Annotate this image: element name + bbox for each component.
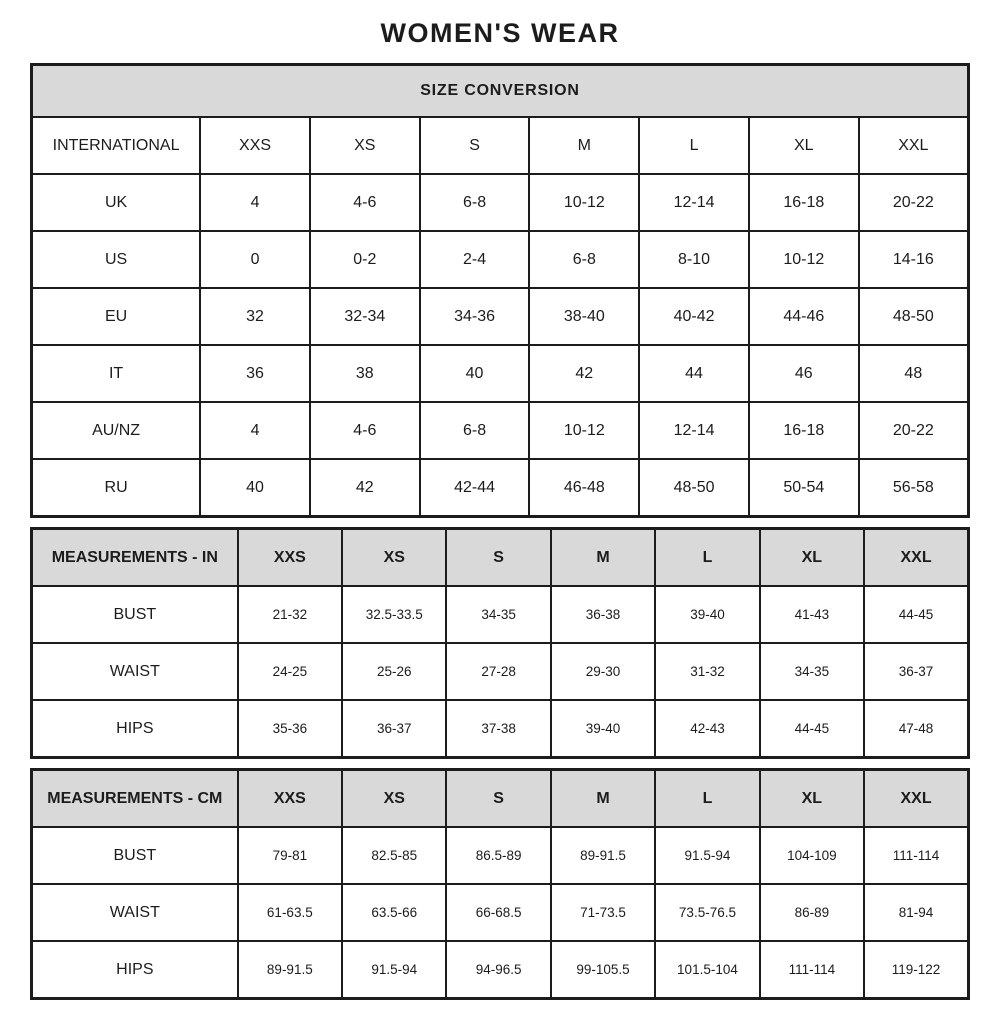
value-cell: 44-45 bbox=[760, 700, 864, 758]
value-cell: 32 bbox=[200, 288, 310, 345]
size-column-header-cell: XL bbox=[749, 117, 859, 174]
value-cell: 14-16 bbox=[859, 231, 969, 288]
row-label-cell: US bbox=[32, 231, 201, 288]
value-cell: 73.5-76.5 bbox=[655, 884, 759, 941]
size-column-header-cell: M bbox=[551, 529, 655, 587]
value-cell: 71-73.5 bbox=[551, 884, 655, 941]
value-cell: 89-91.5 bbox=[551, 827, 655, 884]
size-column-header-cell: XXL bbox=[859, 117, 969, 174]
size-column-header-cell: S bbox=[446, 529, 550, 587]
value-cell: 2-4 bbox=[420, 231, 530, 288]
value-cell: 119-122 bbox=[864, 941, 968, 999]
value-cell: 40-42 bbox=[639, 288, 749, 345]
row-label-cell: EU bbox=[32, 288, 201, 345]
row-label-cell: HIPS bbox=[32, 941, 238, 999]
row-label-cell: WAIST bbox=[32, 643, 238, 700]
value-cell: 6-8 bbox=[420, 174, 530, 231]
value-cell: 40 bbox=[200, 459, 310, 517]
size-column-header-cell: L bbox=[639, 117, 749, 174]
measurements-in-table bbox=[30, 527, 970, 759]
table-row bbox=[32, 459, 969, 517]
value-cell: 61-63.5 bbox=[238, 884, 342, 941]
value-cell: 36-37 bbox=[864, 643, 968, 700]
row-label-cell: WAIST bbox=[32, 884, 238, 941]
value-cell: 34-36 bbox=[420, 288, 530, 345]
value-cell: 111-114 bbox=[864, 827, 968, 884]
value-cell: 0-2 bbox=[310, 231, 420, 288]
value-cell: 6-8 bbox=[529, 231, 639, 288]
size-column-header-cell: S bbox=[420, 117, 530, 174]
value-cell: 20-22 bbox=[859, 402, 969, 459]
size-column-header-cell: XXS bbox=[238, 529, 342, 587]
table-banner-row bbox=[32, 65, 969, 118]
size-column-header-cell: XXS bbox=[200, 117, 310, 174]
size-column-header-cell: XS bbox=[342, 770, 446, 828]
table-row bbox=[32, 174, 969, 231]
value-cell: 29-30 bbox=[551, 643, 655, 700]
table-row bbox=[32, 586, 969, 643]
value-cell: 44 bbox=[639, 345, 749, 402]
value-cell: 66-68.5 bbox=[446, 884, 550, 941]
table-row bbox=[32, 884, 969, 941]
value-cell: 36-38 bbox=[551, 586, 655, 643]
row-label-cell: UK bbox=[32, 174, 201, 231]
size-column-header-cell: XS bbox=[310, 117, 420, 174]
value-cell: 56-58 bbox=[859, 459, 969, 517]
row-header-title-cell: MEASUREMENTS - IN bbox=[32, 529, 238, 587]
value-cell: 91.5-94 bbox=[655, 827, 759, 884]
value-cell: 8-10 bbox=[639, 231, 749, 288]
value-cell: 0 bbox=[200, 231, 310, 288]
value-cell: 86.5-89 bbox=[446, 827, 550, 884]
value-cell: 42-44 bbox=[420, 459, 530, 517]
value-cell: 81-94 bbox=[864, 884, 968, 941]
value-cell: 38-40 bbox=[529, 288, 639, 345]
value-cell: 42 bbox=[310, 459, 420, 517]
value-cell: 32.5-33.5 bbox=[342, 586, 446, 643]
value-cell: 50-54 bbox=[749, 459, 859, 517]
value-cell: 10-12 bbox=[529, 174, 639, 231]
size-column-header-cell: XS bbox=[342, 529, 446, 587]
value-cell: 21-32 bbox=[238, 586, 342, 643]
size-column-header-cell: XL bbox=[760, 529, 864, 587]
value-cell: 34-35 bbox=[760, 643, 864, 700]
value-cell: 47-48 bbox=[864, 700, 968, 758]
value-cell: 48 bbox=[859, 345, 969, 402]
value-cell: 82.5-85 bbox=[342, 827, 446, 884]
value-cell: 89-91.5 bbox=[238, 941, 342, 999]
table-banner-cell: SIZE CONVERSION bbox=[32, 65, 969, 118]
value-cell: 63.5-66 bbox=[342, 884, 446, 941]
size-column-header-cell: L bbox=[655, 529, 759, 587]
value-cell: 24-25 bbox=[238, 643, 342, 700]
value-cell: 20-22 bbox=[859, 174, 969, 231]
value-cell: 31-32 bbox=[655, 643, 759, 700]
size-column-header-cell: L bbox=[655, 770, 759, 828]
value-cell: 101.5-104 bbox=[655, 941, 759, 999]
value-cell: 36-37 bbox=[342, 700, 446, 758]
value-cell: 37-38 bbox=[446, 700, 550, 758]
value-cell: 91.5-94 bbox=[342, 941, 446, 999]
column-header-row bbox=[32, 770, 969, 828]
value-cell: 39-40 bbox=[655, 586, 759, 643]
size-column-header-cell: XXL bbox=[864, 770, 968, 828]
row-label-cell: AU/NZ bbox=[32, 402, 201, 459]
value-cell: 99-105.5 bbox=[551, 941, 655, 999]
value-cell: 4 bbox=[200, 174, 310, 231]
value-cell: 4-6 bbox=[310, 174, 420, 231]
page-title: WOMEN'S WEAR bbox=[380, 18, 620, 48]
value-cell: 35-36 bbox=[238, 700, 342, 758]
size-column-header-cell: S bbox=[446, 770, 550, 828]
value-cell: 44-45 bbox=[864, 586, 968, 643]
value-cell: 27-28 bbox=[446, 643, 550, 700]
value-cell: 46-48 bbox=[529, 459, 639, 517]
value-cell: 46 bbox=[749, 345, 859, 402]
value-cell: 42 bbox=[529, 345, 639, 402]
value-cell: 79-81 bbox=[238, 827, 342, 884]
measurements-cm-table bbox=[30, 768, 970, 1000]
value-cell: 44-46 bbox=[749, 288, 859, 345]
row-label-cell: BUST bbox=[32, 827, 238, 884]
value-cell: 16-18 bbox=[749, 174, 859, 231]
row-label-cell: HIPS bbox=[32, 700, 238, 758]
value-cell: 48-50 bbox=[859, 288, 969, 345]
value-cell: 104-109 bbox=[760, 827, 864, 884]
table-row bbox=[32, 345, 969, 402]
value-cell: 25-26 bbox=[342, 643, 446, 700]
row-header-title-cell: MEASUREMENTS - CM bbox=[32, 770, 238, 828]
value-cell: 4 bbox=[200, 402, 310, 459]
row-label-cell: BUST bbox=[32, 586, 238, 643]
table-row bbox=[32, 700, 969, 758]
size-column-header-cell: XXL bbox=[864, 529, 968, 587]
row-header-title-cell: INTERNATIONAL bbox=[32, 117, 201, 174]
table-row bbox=[32, 643, 969, 700]
value-cell: 36 bbox=[200, 345, 310, 402]
value-cell: 6-8 bbox=[420, 402, 530, 459]
table-row bbox=[32, 288, 969, 345]
size-column-header-cell: XXS bbox=[238, 770, 342, 828]
value-cell: 34-35 bbox=[446, 586, 550, 643]
value-cell: 39-40 bbox=[551, 700, 655, 758]
value-cell: 48-50 bbox=[639, 459, 749, 517]
value-cell: 4-6 bbox=[310, 402, 420, 459]
size-column-header-cell: M bbox=[551, 770, 655, 828]
value-cell: 111-114 bbox=[760, 941, 864, 999]
value-cell: 94-96.5 bbox=[446, 941, 550, 999]
value-cell: 16-18 bbox=[749, 402, 859, 459]
row-label-cell: RU bbox=[32, 459, 201, 517]
value-cell: 42-43 bbox=[655, 700, 759, 758]
value-cell: 38 bbox=[310, 345, 420, 402]
value-cell: 41-43 bbox=[760, 586, 864, 643]
size-conversion-table bbox=[30, 63, 970, 518]
value-cell: 86-89 bbox=[760, 884, 864, 941]
value-cell: 40 bbox=[420, 345, 530, 402]
table-row bbox=[32, 402, 969, 459]
value-cell: 12-14 bbox=[639, 402, 749, 459]
value-cell: 10-12 bbox=[529, 402, 639, 459]
size-column-header-cell: XL bbox=[760, 770, 864, 828]
column-header-row bbox=[32, 117, 969, 174]
row-label-cell: IT bbox=[32, 345, 201, 402]
column-header-row bbox=[32, 529, 969, 587]
value-cell: 12-14 bbox=[639, 174, 749, 231]
table-row bbox=[32, 941, 969, 999]
value-cell: 10-12 bbox=[749, 231, 859, 288]
value-cell: 32-34 bbox=[310, 288, 420, 345]
table-row bbox=[32, 231, 969, 288]
size-column-header-cell: M bbox=[529, 117, 639, 174]
table-row bbox=[32, 827, 969, 884]
